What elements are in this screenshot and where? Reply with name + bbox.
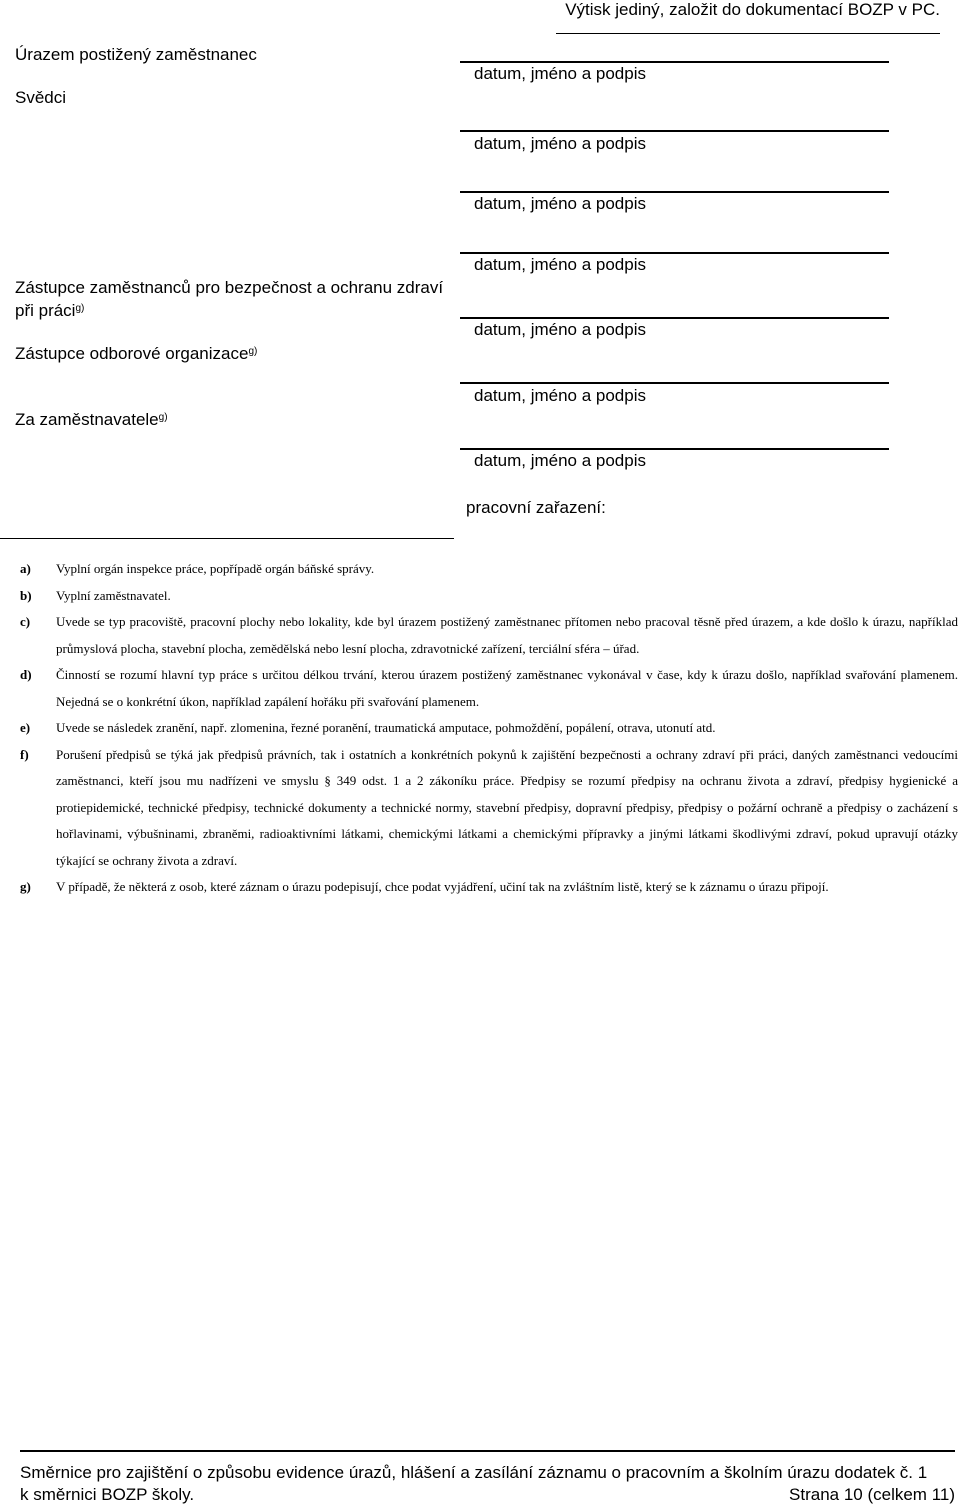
footnote-text: V případě, že některá z osob, které záznam o úrazu podepisují, chce podat vyjádření, učiní tak na zvláštním listě, který se k záznamu o úrazu připojí. <box>56 879 829 894</box>
footnote-mark: g) <box>248 346 258 357</box>
footer-line1: Směrnice pro zajištění o způsobu evidence úrazů, hlášení a zasílání záznamu o pracovním a školním úrazu dodatek č. 1 <box>20 1463 928 1482</box>
label-union-rep <box>15 342 257 365</box>
page-footer <box>20 1462 955 1506</box>
signature-line <box>460 382 889 384</box>
footnote-key: c) <box>20 614 31 629</box>
signature-line <box>460 61 889 63</box>
job-position-label: pracovní zařazení: <box>466 498 606 517</box>
label-union-rep-text: Zástupce odborové organizace <box>15 344 249 363</box>
footnote-text: Činností se rozumí hlavní typ práce s určitou délkou trvání, kterou úrazem postižený zaměstnanec vykonával v čase, kdy k úrazu došlo, například svařování plamenem. Nejedná se o konkrétní úkon, například zapálení hořáku při svařování plamenem. <box>56 667 958 709</box>
footnote-item <box>20 715 960 742</box>
footnote-item <box>20 556 960 583</box>
footnote-text: Porušení předpisů se týká jak předpisů právních, tak i ostatních a konkrétních pokynů k zajištění bezpečnosti a ochrany zdraví při práci, daných zaměstnanci vedoucími zaměstnanci, kteří jsou mu nadřízeni ve smyslu § 349 odst. 1 a 2 zákoníku práce. Předpisy se rozumí předpisy na ochranu života a zdraví, předpisy hygienické a protiepidemické, technické předpisy, technické dokumenty a technické normy, stavební předpisy, dopravní předpisy, předpisy o požární ochraně a předpisy o zacházení s hořlavinami, výbušninami, zbraněmi, radioaktivními látkami, chemickými látkami a chemickými přípravky a jinými látkami škodlivými zdraví, pokud upravují otázky týkající se ochrany života a zdraví. <box>56 746 958 868</box>
footer-line2 <box>20 1484 955 1506</box>
footnote-item <box>20 662 960 715</box>
signature-label: datum, jméno a podpis <box>474 194 646 213</box>
footnote-mark: g) <box>158 412 168 423</box>
signature-line <box>460 317 889 319</box>
signature-label: datum, jméno a podpis <box>474 64 646 83</box>
footnote-key: a) <box>20 561 31 576</box>
footnote-item <box>20 583 960 610</box>
footnote-key: b) <box>20 587 32 603</box>
footnote-text: Vyplní orgán inspekce práce, popřípadě orgán báňské správy. <box>56 561 375 576</box>
footnote-text: Vyplní zaměstnavatel. <box>56 587 171 603</box>
label-witnesses: Svědci <box>15 88 67 107</box>
label-safety-rep-line1: Zástupce zaměstnanců pro bezpečnost a ochranu zdraví <box>15 278 444 297</box>
footnote-item <box>20 609 960 662</box>
signature-label: datum, jméno a podpis <box>474 255 646 274</box>
signature-label: datum, jméno a podpis <box>474 386 646 405</box>
footnote-key: e) <box>20 720 31 735</box>
signature-label: datum, jméno a podpis <box>474 134 646 153</box>
footnote-item <box>20 742 960 875</box>
footnote-rule <box>0 538 454 539</box>
signature-line <box>460 448 889 450</box>
label-safety-rep <box>15 276 443 322</box>
label-employer <box>15 408 168 431</box>
footnote-mark: g) <box>75 303 85 314</box>
footnote-key: d) <box>20 667 32 682</box>
footnotes <box>20 556 960 901</box>
footer-doc-name: k směrnici BOZP školy. <box>20 1485 195 1504</box>
label-injured: Úrazem postižený zaměstnanec <box>15 45 257 64</box>
signature-label: datum, jméno a podpis <box>474 451 646 470</box>
signature-line <box>460 191 889 193</box>
page-number: Strana 10 (celkem 11) <box>789 1485 955 1504</box>
footer-rule <box>20 1450 955 1452</box>
label-safety-rep-line2: při práci <box>15 301 76 320</box>
footnote-item <box>20 874 960 901</box>
footnote-text: Uvede se typ pracoviště, pracovní plochy nebo lokality, kde byl úrazem postižený zaměstnanec přítomen nebo pracoval těsně před úrazem, a kde došlo k úrazu, například průmyslová plocha, stavební plocha, zemědělská nebo lesní plocha, zdravotnické zařízení, terciální sféra – úřad. <box>56 614 958 656</box>
footnote-key: f) <box>20 746 29 762</box>
footnote-key: g) <box>20 879 31 894</box>
signature-line <box>460 252 889 254</box>
header-note: Výtisk jediný, založit do dokumentací BOZP v PC. <box>565 0 940 19</box>
top-rule <box>556 33 940 34</box>
footnote-text: Uvede se následek zranění, např. zlomenina, řezné poranění, traumatická amputace, pohmoždění, popálení, otrava, utonutí atd. <box>56 720 716 735</box>
signature-label: datum, jméno a podpis <box>474 320 646 339</box>
signature-line <box>460 130 889 132</box>
label-employer-text: Za zaměstnavatele <box>15 410 159 429</box>
